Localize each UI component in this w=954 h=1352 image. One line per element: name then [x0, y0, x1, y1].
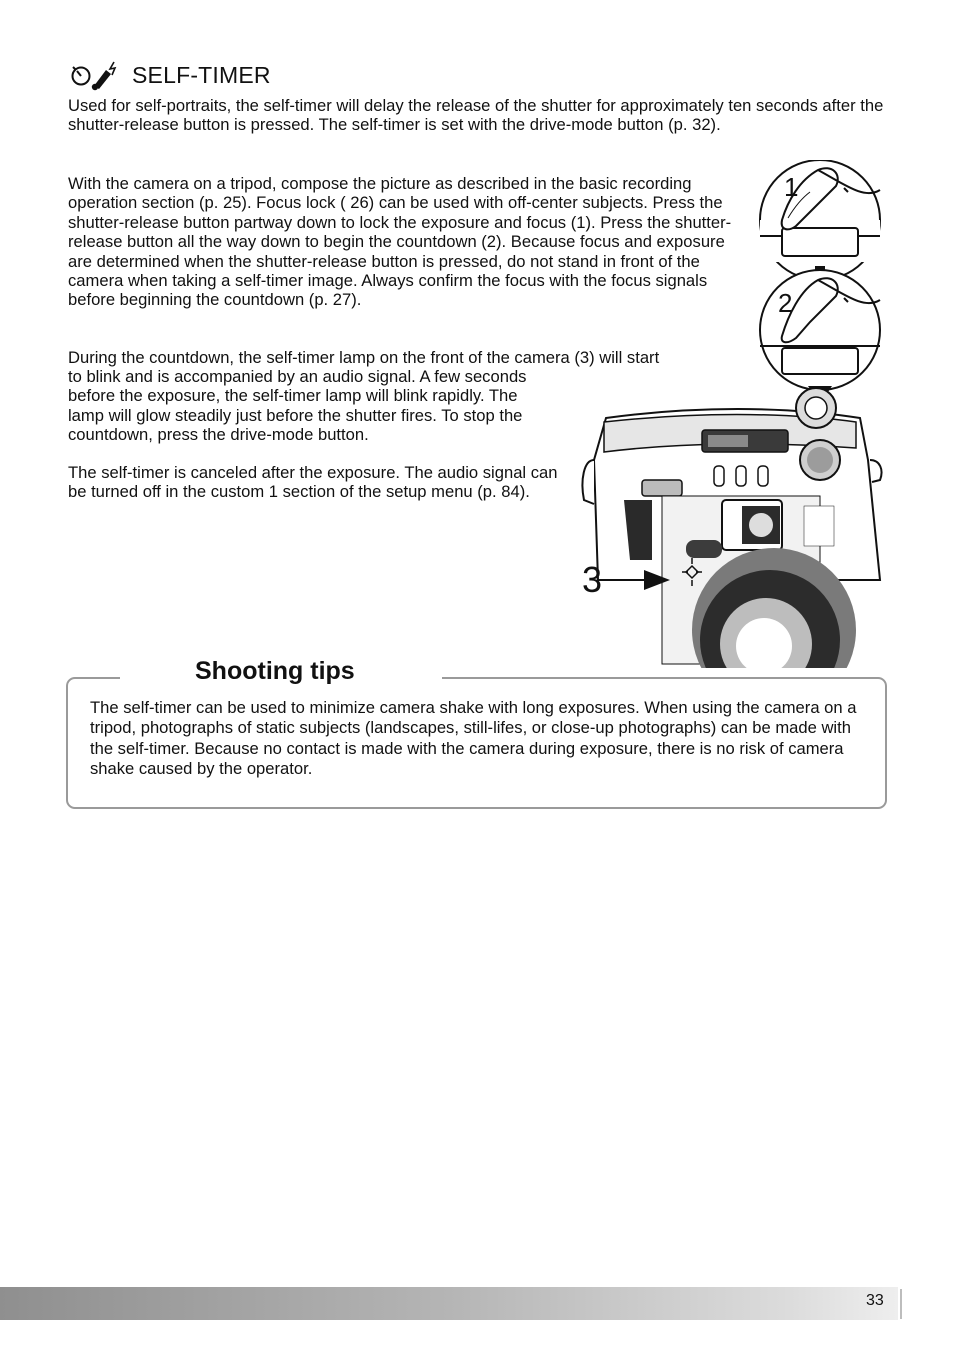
step-2-label: 2 — [778, 288, 793, 318]
section-title: SELF-TIMER — [132, 61, 271, 88]
step-3-label: 3 — [582, 559, 603, 600]
shooting-tips-body: The self-timer can be used to minimize camera shake with long exposures. When using the camera on a tripod, photographs of static subjects (landscapes, still-lifes, or close-up photographs) can be made with the self-timer. Because no contact is made with the camera during exposure, there is no risk of camera shake caused by the operator. — [90, 698, 857, 779]
shooting-tips-title: Shooting tips — [195, 657, 355, 685]
countdown-paragraph-rest: to blink and is accompanied by an audio signal. A few seconds before the exposure, the self-timer lamp will blink rapidly. The lamp will glow steadily just before the shutter fires. To stop the countdown, press the drive-mode button. — [68, 367, 527, 445]
section-heading — [68, 58, 271, 92]
step-1-label: 1 — [784, 172, 799, 202]
step-1-press-halfway-diagram — [760, 160, 880, 280]
self-timer-remote-icon — [68, 58, 124, 92]
intro-paragraph: Used for self-portraits, the self-timer will delay the release of the shutter for approximately ten seconds after the shutter-release button is pressed. The self-timer is set with the drive-mode button (p. 32). — [68, 96, 884, 135]
camera-side-detail — [804, 506, 834, 546]
cancel-paragraph: The self-timer is canceled after the exposure. The audio signal can be turned off in the custom 1 section of the setup menu (p. 84). — [68, 463, 558, 502]
footer-divider — [900, 1289, 902, 1319]
footer-bar — [0, 1287, 898, 1320]
countdown-paragraph-line1: During the countdown, the self-timer lamp on the front of the camera (3) will start — [68, 348, 660, 367]
camera-illustration — [574, 160, 894, 668]
tripod-paragraph: With the camera on a tripod, compose the picture as described in the basic recording operation section (p. 25). Focus lock ( 26) can be used with off-center subjects. Press the shutter-release button partway down to lock the exposure and focus (1). Press the shutter-release button all the way down to begin the countdown (2). Because focus and exposure are determined when the shutter-release button is pressed, do not stand in front of the camera when taking a self-timer image. Always confirm the focus with the focus signals before beginning the countdown (p. 27). — [68, 174, 732, 310]
page-number: 33 — [866, 1292, 884, 1309]
